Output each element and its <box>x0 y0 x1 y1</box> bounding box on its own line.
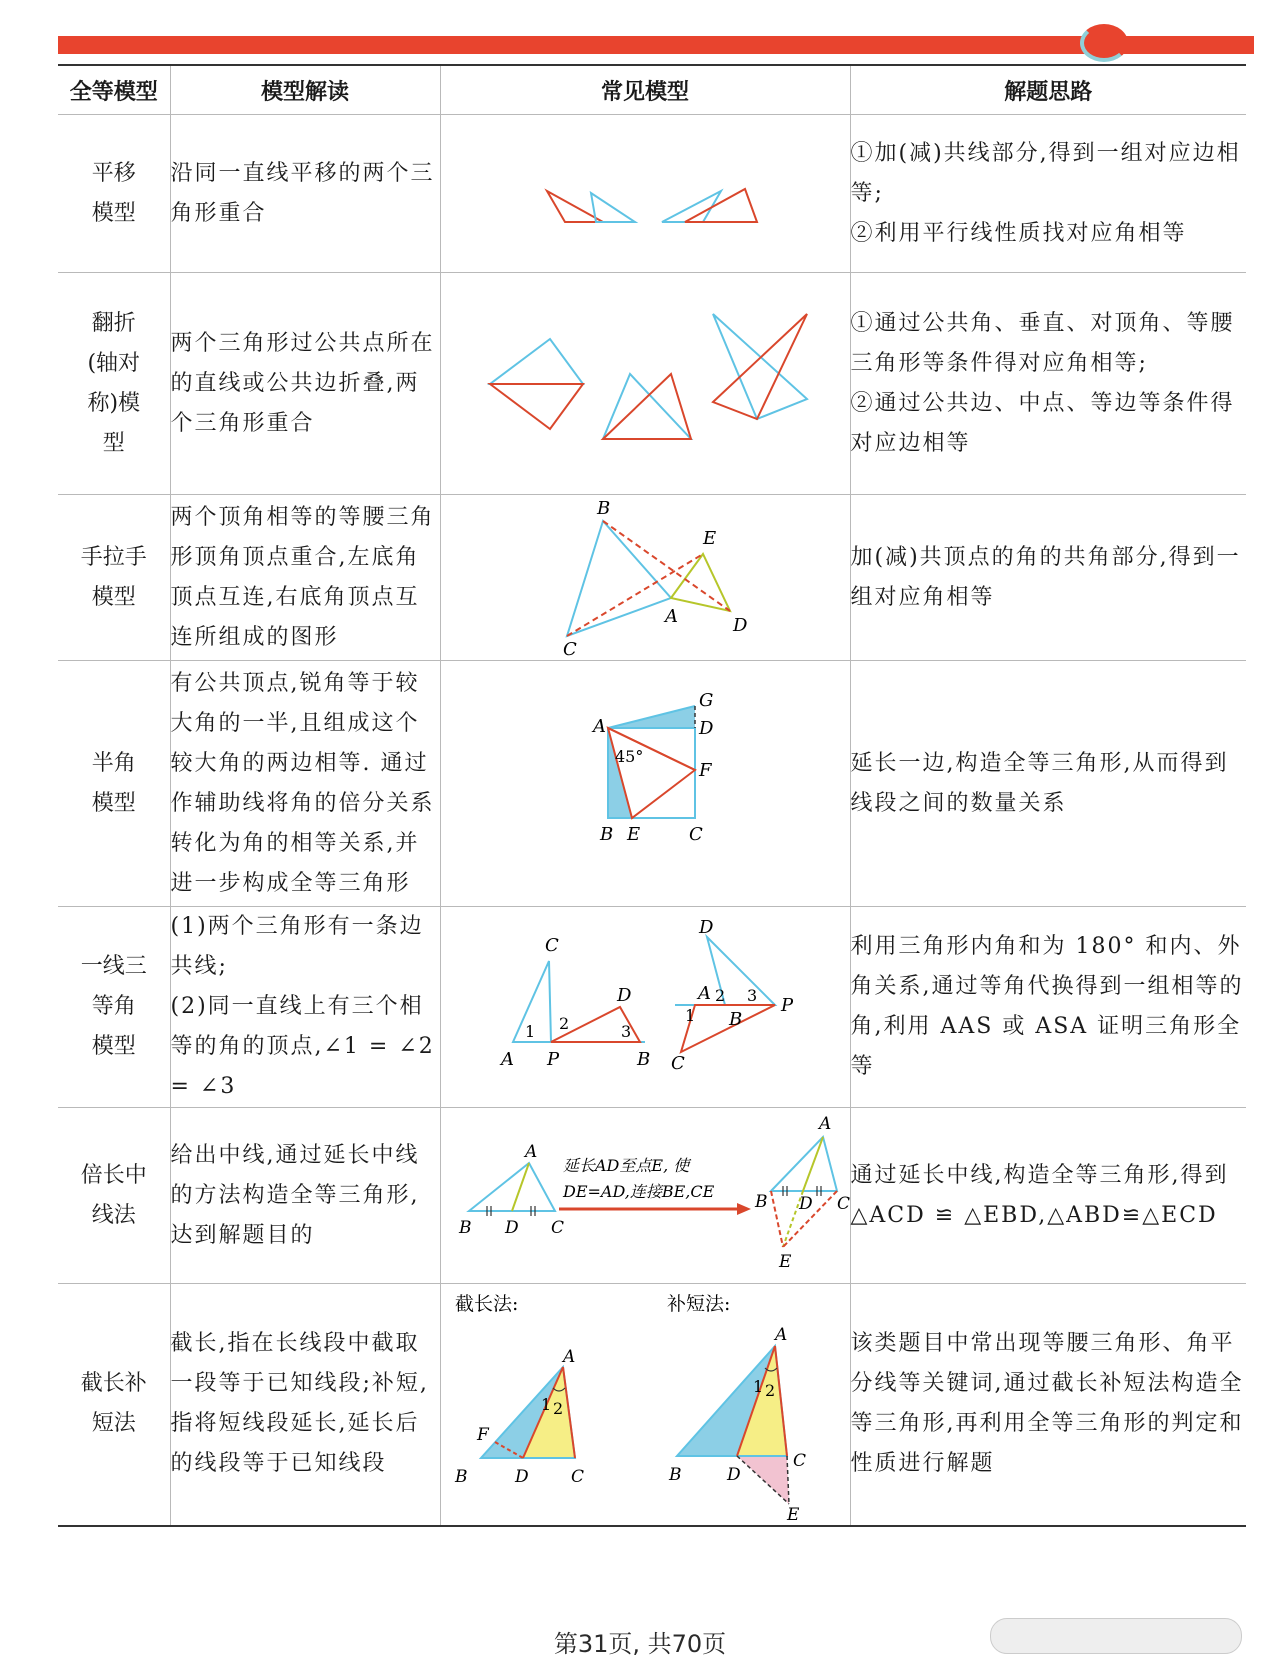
angle-1: 1 <box>752 1377 763 1397</box>
row-desc: 截长,指在长线段中截取一段等于已知线段;补短,指将短线段延长,延长后的线段等于已知线段 <box>170 1284 440 1526</box>
label-B: B <box>637 1049 651 1070</box>
double-median-diagram <box>445 1111 851 1281</box>
figure-half-angle <box>440 661 850 907</box>
label-E: E <box>627 823 641 845</box>
table-row <box>58 273 1246 495</box>
header-common-model: 常见模型 <box>440 65 850 115</box>
label-A: A <box>501 1049 514 1070</box>
arrow-caption-1: 延长AD至点E, 使 <box>563 1155 690 1175</box>
label-B: B <box>597 497 611 519</box>
label-C: C <box>563 638 577 660</box>
row-desc: 两个顶角相等的等腰三角形顶角顶点重合,左底角顶点互连,右底角顶点互连所组成的图形 <box>170 495 440 661</box>
angle-2: 2 <box>715 986 726 1005</box>
figure-cut-long-add-short <box>440 1284 850 1526</box>
label-P: P <box>547 1049 560 1070</box>
header-interpretation: 模型解读 <box>170 65 440 115</box>
one-line-three-angles-diagram <box>445 917 845 1097</box>
row-name: 一线三 等角 模型 <box>58 907 170 1108</box>
arrow-caption-2: DE=AD,连接BE,CE <box>563 1181 715 1201</box>
label-A: A <box>774 1325 787 1346</box>
label-A: A <box>593 715 606 737</box>
row-think: 利用三角形内角和为 180° 和内、外角关系,通过等角代换得到一组相等的角,利用 AAS 或 ASA 证明三角形全等 <box>850 907 1246 1108</box>
header-model: 全等模型 <box>58 65 170 115</box>
label-B: B <box>459 1217 472 1238</box>
row-name: 半角 模型 <box>58 661 170 907</box>
translation-diagram <box>445 119 845 269</box>
row-name: 倍长中 线法 <box>58 1108 170 1284</box>
row-desc: 给出中线,通过延长中线的方法构造全等三角形,达到解题目的 <box>170 1108 440 1284</box>
angle-3: 3 <box>747 986 758 1005</box>
angle-2: 2 <box>764 1381 775 1401</box>
half-angle-diagram <box>445 684 845 884</box>
page-number: 第31页, 共70页 <box>553 1630 727 1658</box>
row-name: 翻折 (轴对 称)模 型 <box>58 273 170 495</box>
label-P: P <box>781 995 794 1016</box>
label-F: F <box>699 759 712 781</box>
label-B: B <box>600 823 614 845</box>
angle-2: 2 <box>552 1399 563 1419</box>
label-B: B <box>454 1467 467 1488</box>
label-C: C <box>792 1451 806 1472</box>
row-desc: 沿同一直线平移的两个三角形重合 <box>170 115 440 273</box>
row-desc: 有公共顶点,锐角等于较大角的一半,且组成这个较大角的两边相等. 通过作辅助线将角的倍分关系转化为角的相等关系,并进一步构成全等三角形 <box>170 661 440 907</box>
label-D: D <box>699 717 714 739</box>
label-C: C <box>545 935 559 956</box>
label-D: D <box>699 917 714 938</box>
cut-long-add-short-diagram <box>441 1284 851 1524</box>
label-D: D <box>733 614 748 636</box>
hand-in-hand-diagram <box>445 498 845 658</box>
label-C: C <box>570 1467 584 1488</box>
table-row <box>58 115 1246 273</box>
congruence-model-table <box>58 64 1246 1527</box>
figure-translation <box>440 115 850 273</box>
figure-fold <box>440 273 850 495</box>
label-E: E <box>779 1251 792 1272</box>
label-A: A <box>525 1141 538 1162</box>
label-D: D <box>617 985 632 1006</box>
angle-1: 1 <box>525 1022 536 1041</box>
label-C: C <box>551 1217 565 1238</box>
label-A: A <box>562 1347 575 1368</box>
label-F: F <box>476 1425 489 1446</box>
row-desc: (1)两个三角形有一条边共线; (2)同一直线上有三个相等的角的顶点,∠1 = ∠2 = ∠3 <box>170 907 440 1108</box>
row-name: 手拉手 模型 <box>58 495 170 661</box>
label-C: C <box>837 1193 851 1214</box>
label-D: D <box>799 1193 813 1214</box>
label-C: C <box>671 1053 685 1074</box>
angle-3: 3 <box>621 1022 632 1041</box>
row-think: 该类题目中常出现等腰三角形、角平分线等关键词,通过截长补短法构造全等三角形,再利用全等三角形的判定和性质进行解题 <box>850 1284 1246 1526</box>
table-header-row <box>58 65 1246 115</box>
label-C: C <box>689 823 703 845</box>
table-row <box>58 495 1246 661</box>
table-row <box>58 907 1246 1108</box>
row-think: ①通过公共角、垂直、对顶角、等腰三角形等条件得对应角相等; ②通过公共边、中点、等边等条件得对应边相等 <box>850 273 1246 495</box>
top-badge-icon <box>1080 24 1128 62</box>
figure-hand-in-hand <box>440 495 850 661</box>
row-think: ①加(减)共线部分,得到一组对应边相等; ②利用平行线性质找对应角相等 <box>850 115 1246 273</box>
row-desc: 两个三角形过公共点所在的直线或公共边折叠,两个三角形重合 <box>170 273 440 495</box>
angle-45-label: 45° <box>615 746 644 766</box>
figure-double-median <box>440 1108 850 1284</box>
label-A: A <box>698 983 711 1004</box>
table-row <box>58 1284 1246 1526</box>
label-B: B <box>755 1191 768 1212</box>
label-D: D <box>505 1217 519 1238</box>
label-B: B <box>668 1465 681 1486</box>
angle-1: 1 <box>685 1006 696 1025</box>
top-accent-bar <box>58 36 1254 54</box>
row-name: 截长补 短法 <box>58 1284 170 1526</box>
header-solving-idea: 解题思路 <box>850 65 1246 115</box>
row-think: 延长一边,构造全等三角形,从而得到线段之间的数量关系 <box>850 661 1246 907</box>
add-short-label: 补短法: <box>666 1293 730 1316</box>
label-D: D <box>726 1465 741 1486</box>
label-E: E <box>703 527 717 549</box>
label-G: G <box>699 689 714 711</box>
angle-2: 2 <box>559 1014 570 1033</box>
label-E: E <box>786 1505 799 1526</box>
label-D: D <box>514 1467 529 1488</box>
row-name: 平移 模型 <box>58 115 170 273</box>
label-B: B <box>729 1009 743 1030</box>
angle-1: 1 <box>540 1395 551 1415</box>
figure-one-line-three-angles <box>440 907 850 1108</box>
fold-diagram <box>445 284 845 484</box>
label-A: A <box>819 1113 832 1134</box>
row-think: 通过延长中线,构造全等三角形,得到 △ACD ≌ △EBD,△ABD≌△ECD <box>850 1108 1246 1284</box>
table-row <box>58 661 1246 907</box>
table-row <box>58 1108 1246 1284</box>
label-A: A <box>665 605 678 627</box>
row-think: 加(减)共顶点的角的共角部分,得到一组对应角相等 <box>850 495 1246 661</box>
cut-long-label: 截长法: <box>454 1293 518 1316</box>
